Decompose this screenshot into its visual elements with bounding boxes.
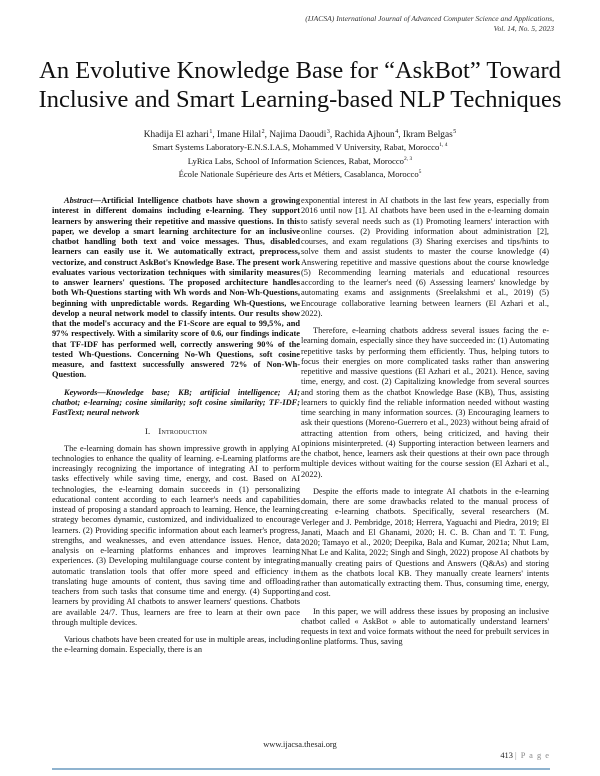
affiliation: Smart Systems Laboratory-E.N.S.I.A.S, Mohammed V University, Rabat, Morocco$^{1, 4}$ xyxy=(152,142,448,152)
right-column xyxy=(301,196,549,648)
abstract-text: Artificial Intelligence chatbots have shown a growing interest in different domains including e-learning. They support learners by answering their repetitive and massive questions. In this paper, we develop a smart learning architecture for an inclusive chatbot handling both text and voice messages. Thus, disabled learners can easily use it. We automatically extract, preprocess, vectorize, and construct AskBot's Knowledge Base. The present work evaluates various vectorization techniques with similarity measures to answer learners' questions. The proposed architecture handles both Wh-Questions starting with Wh words and Non-Wh-Questions, beginning with unpredictable words. Regarding Wh-Questions, we develop a neural network model to classify intents. Our results show that the model's accuracy and the F1-Score are equal to 99,5%, and 97% respectively. With a similarity score of 0.6, our findings indicate that TF-IDF has performed well, correctly answering 90% of the tested Wh-Questions. Concerning No-Wh Questions, soft cosine measure, and fasttext successfully answered 72% of Non-Wh-Question. xyxy=(52,196,300,380)
author: Ikram Belgas$^5$ xyxy=(402,129,457,140)
author-list: Khadija El azhari$^1$, Imane Hilal$^2$, Najima Daoudi$^3$, Rachida Ajhoun$^4$, Ikram Belgas$^5$ xyxy=(143,129,457,140)
author: Imane Hilal$^2$ xyxy=(217,129,265,140)
section-title: Introduction xyxy=(158,426,207,437)
abstract xyxy=(52,196,300,381)
body-paragraph: exponential interest in AI chatbots in the last few years, especially from 2016 until now [1]. AI chatbots have been used in the e-learning domain to satisfy several needs such as (1) Promoting learners' interaction with online courses. (2) Providing information about administration [2], courses, and exam regulations (3) Sharing exercises and tips/hints to solve them and assist students to master the course knowledge (4) Answering repetitive and massive questions about the course knowledge (5) Recommending learning materials and educational resources according to the learner's need (6) Assessing learners' knowledge by automating exams and assignments (Sreelakshmi et al., 2019) (5) Encourage collaborative learning between learners (El Azhari et al., 2022). xyxy=(301,196,549,318)
affiliation: École Nationale Supérieure des Arts et Métiers, Casablanca, Morocco$^5$ xyxy=(178,169,422,179)
journal-header xyxy=(134,14,554,34)
author: Najima Daoudi$^3$ xyxy=(269,129,330,140)
title-line-1: An Evolutive Knowledge Base for “AskBot” Toward xyxy=(39,57,561,84)
section-heading xyxy=(52,426,300,436)
affiliations xyxy=(20,140,580,181)
footer-divider xyxy=(52,768,550,770)
journal-volume: Vol. 14, No. 5, 2023 xyxy=(493,24,554,33)
author: Khadija El azhari$^1$ xyxy=(143,129,213,140)
journal-name: (IJACSA) International Journal of Advanced Computer Science and Applications, xyxy=(305,14,554,23)
keywords: Keywords—Knowledge base; KB; artificial intelligence; AI; chatbot; e-learning; cosine similarity; soft cosine similarity; TF-IDF; FastText; neural network xyxy=(52,387,300,417)
paper-title xyxy=(20,56,580,114)
affiliation: LyRica Labs, School of Information Sciences, Rabat, Morocco$^{2, 3}$ xyxy=(187,155,413,166)
body-paragraph: Various chatbots have been created for use in multiple areas, including the e-learning domain. Especially, there is an xyxy=(52,635,300,655)
body-paragraph: The e-learning domain has shown impressive growth in applying AI technologies to enhance the quality of learning. e-Learning platforms are increasingly recognizing the importance of integrating AI to perform tasks effectively while saving time, energy, and cost. Based on AI technologies, the e-learning domain succeeds in (1) personalizing educational content according to each learner's needs and capabilities instead of proposing a standard approach to learning. Hence, the learning strategy becomes dynamic, customized, and individualized to encourage learners. (2) Providing specific information about each learner's progress, strengths, and weaknesses, and even attendance issues. Hence, data analysis on e-learning platforms enhances and improves learning experiences. (3) Developing multilanguage course content by integrating automatic translation tools that offer more speed and efficiency in translating huge amounts of content, thus saving time and offloading teachers from such tasks that consume time and energy. (4) Supporting learners by providing AI chatbots to answer learners' questions. Chatbots are available 24/7. Thus, learners are free to learn at their own pace through multiple devices. xyxy=(52,443,300,627)
section-number: I. xyxy=(144,426,151,437)
body-paragraph: Therefore, e-learning chatbots address several issues facing the e-learning domain, especially since they have succeeded in: (1) Automating repetitive tasks by performing them efficiently. Thus, helping tutors to focus their energies on more complicated tasks rather than answering repetitive and massive questions (El Azhari et al., 2021). Hence, saving time, energy, and cost. (2) Capitalizing knowledge from several sources and storing them as the chatbot Knowledge Base (KB), Thus, assisting learners to quickly find the reliable information needed without wasting time searching in many information sources. (3) Encouraging learners to ask their questions (Moreno-Guerrero et al., 2023) without being afraid of attracting attention from others, being criticized, and having their opinions misinterpreted. (4) Supporting interaction between learners and the chatbot, hence, learners ask their questions at their own pace through multiple devices without waiting for the course session (El Azhari et al., 2022). xyxy=(301,326,549,479)
page-number xyxy=(500,751,550,760)
left-column xyxy=(52,196,300,656)
body-paragraph: In this paper, we will address these issues by proposing an inclusive chatbot called « AskBot » able to automatically understand learners' requests in text and voice formats without the need for prebuilt services in online platforms. Thus, saving xyxy=(301,606,549,647)
footer-url[interactable]: www.ijacsa.thesai.org xyxy=(263,740,337,749)
author: Rachida Ajhoun$^4$ xyxy=(334,129,399,140)
title-line-2: Inclusive and Smart Learning-based NLP Techniques xyxy=(38,86,562,113)
body-paragraph: Despite the efforts made to integrate AI chatbots in the e-learning domain, there are some drawbacks related to the manual process of creating e-learning chatbots. Specifically, several researchers (M. Verleger and J. Pembridge, 2018; Herrera, Yaguachi and Piedra, 2019; El Janati, Maach and El Ghanami, 2020; H. C. B. Chan and T. T. Fung, 2020; Tamayo et al., 2020; Deepika, Bala and Kumar, 2021a; Nhut Lam, Nhat Le and Kalita, 2022; Singh and Singh, 2022) propose AI chatbots by manually creating pairs of Questions and Answers (Q&As) and storing them as the chatbots local KB. They manually create learners' intents rather than automatically extracting them. Thus, consuming time, energy, and cost. xyxy=(301,486,549,599)
page-number-value: 413 xyxy=(500,751,513,760)
page-label: | P a g e xyxy=(514,751,550,760)
abstract-label: Abstract— xyxy=(64,196,102,205)
